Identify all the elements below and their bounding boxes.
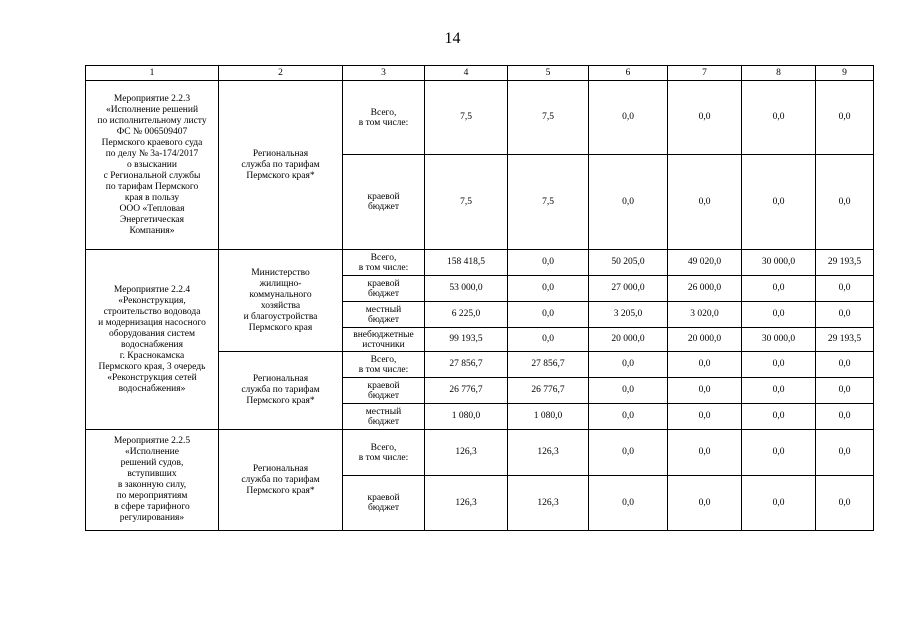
funding-source-line: бюджет <box>367 202 400 212</box>
event-title-line: в сфере тарифного <box>114 502 190 512</box>
executor-line: служба по тарифам <box>241 385 320 395</box>
funding-source-cell <box>343 276 425 302</box>
event-title-line: строительство водовода <box>103 306 201 317</box>
table-row <box>86 81 874 155</box>
column-header: 4 <box>425 66 508 81</box>
amount-cell: 0,0 <box>742 155 816 250</box>
amount-cell: 0,0 <box>589 430 668 476</box>
event-title-line: по исполнительному листу <box>97 115 207 126</box>
amount-cell: 20 000,0 <box>668 328 742 352</box>
amount-cell: 7,5 <box>425 155 508 250</box>
event-title-line: Мероприятие 2.2.3 <box>113 93 191 104</box>
event-title-line: края в пользу <box>124 192 180 203</box>
amount-cell: 0,0 <box>742 430 816 476</box>
event-title-cell <box>86 250 219 430</box>
event-title-line: регулирования» <box>119 513 185 523</box>
executor-line: Региональная <box>252 463 309 474</box>
event-title-cell <box>86 81 219 250</box>
funding-source-line: бюджет <box>367 314 400 325</box>
amount-cell: 0,0 <box>508 276 589 302</box>
funding-source-line: в том числе: <box>358 364 409 375</box>
amount-cell: 126,3 <box>508 430 589 476</box>
amount-cell: 126,3 <box>425 430 508 476</box>
funding-source-line: краевой <box>367 278 400 289</box>
event-title-line: Пермского края, 3 очередь <box>98 361 206 372</box>
amount-cell: 27 856,7 <box>425 352 508 378</box>
amount-cell: 0,0 <box>668 352 742 378</box>
amount-cell: 0,0 <box>742 81 816 155</box>
funding-source-line: источники <box>362 339 405 350</box>
amount-cell: 0,0 <box>589 155 668 250</box>
executor-line: Региональная <box>252 148 309 159</box>
page-number: 14 <box>444 30 461 47</box>
event-title-line: «Исполнение решений <box>105 104 199 115</box>
funding-source-line: в том числе: <box>358 262 409 273</box>
executor-cell <box>219 352 343 430</box>
funding-source-cell <box>343 352 425 378</box>
executor-line: жилищно- <box>259 278 302 289</box>
event-title-line: вступивших <box>127 469 177 479</box>
event-title-line: г. Краснокамска <box>119 350 185 361</box>
amount-cell: 0,0 <box>742 302 816 328</box>
amount-cell: 0,0 <box>668 404 742 430</box>
executor-line: Пермского края* <box>246 170 315 181</box>
funding-source-line: бюджет <box>367 503 400 513</box>
amount-cell: 0,0 <box>668 155 742 250</box>
amount-cell: 0,0 <box>668 81 742 155</box>
funding-source-line: краевой <box>367 380 400 391</box>
amount-cell: 0,0 <box>816 302 874 328</box>
funding-source-line: краевой <box>367 192 400 202</box>
event-title-line: по мероприятиям <box>116 491 188 501</box>
amount-cell: 158 418,5 <box>425 250 508 276</box>
executor-line: и благоустройства <box>243 311 318 322</box>
amount-cell: 29 193,5 <box>816 250 874 276</box>
event-title-line: «Исполнение <box>125 447 179 457</box>
amount-cell: 6 225,0 <box>425 302 508 328</box>
event-title-line: с Региональной службы <box>103 170 201 181</box>
amount-cell: 3 020,0 <box>668 302 742 328</box>
amount-cell: 0,0 <box>742 378 816 404</box>
event-title-line: «Реконструкция сетей <box>107 372 197 383</box>
executor-line: служба по тарифам <box>241 159 320 170</box>
amount-cell: 99 193,5 <box>425 328 508 352</box>
amount-cell: 20 000,0 <box>589 328 668 352</box>
executor-cell <box>219 81 343 250</box>
amount-cell: 1 080,0 <box>425 404 508 430</box>
amount-cell: 50 205,0 <box>589 250 668 276</box>
event-title-line: ФС № 006509407 <box>116 126 188 137</box>
executor-line: Пермского края* <box>246 485 315 496</box>
funding-source-line: Всего, <box>370 442 397 453</box>
amount-cell: 0,0 <box>742 276 816 302</box>
amount-cell: 0,0 <box>816 81 874 155</box>
event-title-line: Мероприятие 2.2.5 <box>113 436 191 446</box>
amount-cell: 0,0 <box>508 250 589 276</box>
column-header: 3 <box>343 66 425 81</box>
amount-cell: 0,0 <box>816 155 874 250</box>
funding-source-cell <box>343 81 425 155</box>
amount-cell: 26 000,0 <box>668 276 742 302</box>
budget-table <box>85 65 874 531</box>
event-title-line: оборудования систем <box>108 328 196 339</box>
event-title-line: «Реконструкция, <box>118 295 186 306</box>
amount-cell: 0,0 <box>816 476 874 531</box>
amount-cell: 26 776,7 <box>508 378 589 404</box>
funding-source-line: внебюджетные <box>353 329 414 340</box>
funding-source-cell <box>343 430 425 476</box>
amount-cell: 27 856,7 <box>508 352 589 378</box>
funding-source-line: Всего, <box>370 107 397 118</box>
amount-cell: 7,5 <box>508 155 589 250</box>
amount-cell: 30 000,0 <box>742 250 816 276</box>
column-header: 9 <box>816 66 874 81</box>
column-header: 8 <box>742 66 816 81</box>
funding-source-line: Всего, <box>370 252 397 263</box>
amount-cell: 0,0 <box>816 352 874 378</box>
amount-cell: 0,0 <box>742 404 816 430</box>
event-title-line: водоснабжения» <box>118 383 186 394</box>
amount-cell: 0,0 <box>816 430 874 476</box>
amount-cell: 0,0 <box>668 430 742 476</box>
funding-source-line: местный <box>365 406 402 417</box>
funding-source-line: краевой <box>367 493 400 503</box>
amount-cell: 7,5 <box>425 81 508 155</box>
event-title-line: Мероприятие 2.2.4 <box>113 284 191 295</box>
executor-line: коммунального <box>249 289 312 300</box>
amount-cell: 27 000,0 <box>589 276 668 302</box>
executor-line: хозяйства <box>260 300 301 311</box>
executor-line: Региональная <box>252 374 309 384</box>
amount-cell: 49 020,0 <box>668 250 742 276</box>
amount-cell: 0,0 <box>816 404 874 430</box>
table-body <box>86 66 874 531</box>
column-header: 7 <box>668 66 742 81</box>
funding-source-line: Всего, <box>370 354 397 365</box>
event-title-line: о взыскании <box>127 159 177 170</box>
amount-cell: 0,0 <box>589 476 668 531</box>
amount-cell: 0,0 <box>589 81 668 155</box>
amount-cell: 0,0 <box>668 378 742 404</box>
funding-source-line: местный <box>365 304 402 315</box>
amount-cell: 0,0 <box>589 404 668 430</box>
amount-cell: 0,0 <box>508 302 589 328</box>
table-row <box>86 430 874 476</box>
amount-cell: 0,0 <box>816 378 874 404</box>
event-title-line: в законную силу, <box>117 480 187 490</box>
amount-cell: 0,0 <box>589 378 668 404</box>
amount-cell: 0,0 <box>589 352 668 378</box>
column-header: 5 <box>508 66 589 81</box>
amount-cell: 126,3 <box>425 476 508 531</box>
funding-source-line: в том числе: <box>358 452 409 463</box>
amount-cell: 0,0 <box>742 352 816 378</box>
amount-cell: 29 193,5 <box>816 328 874 352</box>
event-title-line: по делу № 3а-174/2017 <box>105 148 199 159</box>
funding-source-line: бюджет <box>367 288 400 299</box>
amount-cell: 0,0 <box>742 476 816 531</box>
funding-source-line: в том числе: <box>358 117 409 128</box>
funding-source-cell <box>343 302 425 328</box>
amount-cell: 0,0 <box>816 276 874 302</box>
amount-cell: 7,5 <box>508 81 589 155</box>
event-title-line: по тарифам Пермского <box>105 181 199 192</box>
table-row <box>86 250 874 276</box>
funding-source-cell <box>343 328 425 352</box>
amount-cell: 26 776,7 <box>425 378 508 404</box>
funding-source-line: бюджет <box>367 416 400 427</box>
header-row <box>86 66 874 81</box>
event-title-line: решений судов, <box>120 458 184 468</box>
funding-source-cell <box>343 378 425 404</box>
column-header: 2 <box>219 66 343 81</box>
executor-line: Пермского края <box>248 322 313 333</box>
funding-source-cell <box>343 250 425 276</box>
executor-cell <box>219 250 343 352</box>
amount-cell: 53 000,0 <box>425 276 508 302</box>
event-title-line: Пермского краевого суда <box>101 137 203 148</box>
executor-line: Пермского края* <box>246 396 315 406</box>
amount-cell: 0,0 <box>668 476 742 531</box>
funding-source-cell <box>343 404 425 430</box>
funding-source-line: бюджет <box>367 390 400 401</box>
executor-line: Министерство <box>251 267 310 278</box>
amount-cell: 1 080,0 <box>508 404 589 430</box>
event-title-cell <box>86 430 219 531</box>
amount-cell: 30 000,0 <box>742 328 816 352</box>
column-header: 6 <box>589 66 668 81</box>
funding-source-cell <box>343 155 425 250</box>
column-header: 1 <box>86 66 219 81</box>
amount-cell: 3 205,0 <box>589 302 668 328</box>
executor-cell <box>219 430 343 531</box>
event-title-line: Компания» <box>129 225 175 236</box>
event-title-line: Энергетическая <box>119 214 185 225</box>
event-title-line: ООО «Тепловая <box>119 203 185 214</box>
amount-cell: 126,3 <box>508 476 589 531</box>
event-title-line: водоснабжения <box>120 339 184 350</box>
executor-line: служба по тарифам <box>241 474 320 485</box>
event-title-line: и модернизация насосного <box>98 317 206 328</box>
amount-cell: 0,0 <box>508 328 589 352</box>
funding-source-cell <box>343 476 425 531</box>
